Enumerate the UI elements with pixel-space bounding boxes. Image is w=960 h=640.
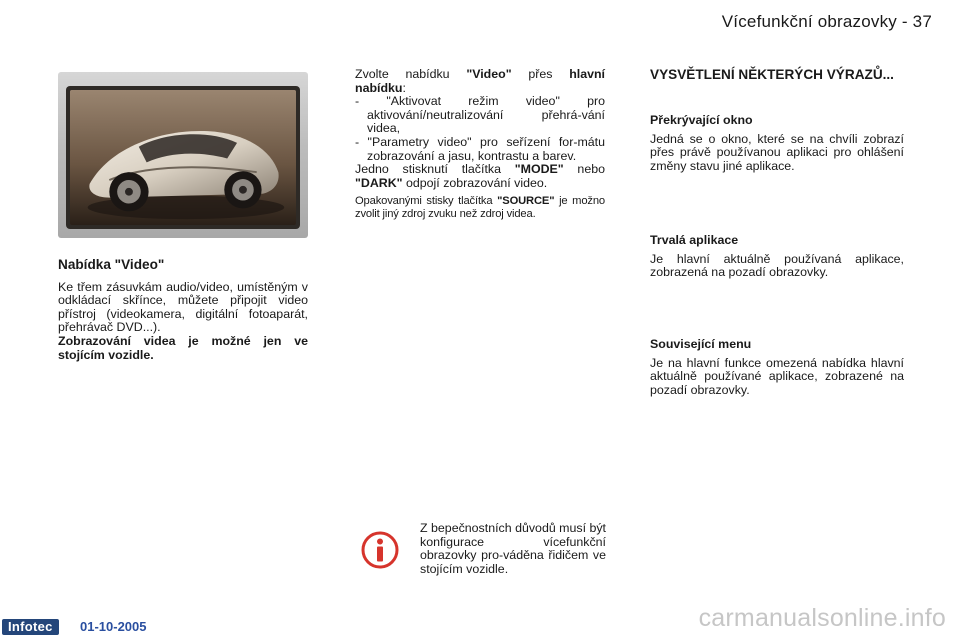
intro-text-2: přes — [511, 67, 570, 81]
info-icon — [360, 530, 400, 570]
press-text-2: nebo — [563, 162, 605, 177]
term-title: Trvalá aplikace — [650, 233, 739, 247]
term-title: Související menu — [650, 337, 752, 351]
glossary-section — [650, 68, 904, 428]
video-keyword: "Video" — [466, 67, 512, 81]
video-menu-section — [58, 258, 308, 362]
press-text: Jedno stisknutí tlačítka — [355, 162, 515, 177]
term-title: Překrývající okno — [650, 113, 753, 127]
bullet-activate-video: - "Aktivovat režim video" pro aktivování/neutralizování přehrá-vání videa, — [355, 94, 605, 136]
press-text-3: odpojí zobrazování video. — [402, 175, 548, 190]
term-related-menu — [650, 338, 904, 397]
intro-paragraph — [355, 68, 605, 95]
intro-colon: : — [402, 80, 406, 95]
term-text: Je na hlavní funkce omezená nabídka hlavní aktuálně používané aplikace, zobrazené na pozadí obrazovky. — [650, 355, 904, 397]
main-menu-keyword: hlavní nabídku — [355, 67, 605, 95]
screen-bezel — [66, 86, 300, 229]
watermark: carmanualsonline.info — [698, 604, 946, 632]
term-overlay-window — [650, 114, 904, 173]
concept-car-picture — [70, 90, 296, 225]
source-text: Opakovanými stisky tlačítka — [355, 195, 498, 208]
term-permanent-application — [650, 234, 904, 280]
intro-text: Zvolte nabídku — [355, 67, 467, 81]
term-text: Jedná se o okno, které se na chvíli zobrazí přes právě používanou aplikaci pro ohlášení změny stavu jiné aplikace. — [650, 131, 904, 173]
mode-keyword: "MODE" — [514, 162, 564, 177]
source-text-2: je možno zvolit jiný zdroj zvuku než zdroj videa. — [355, 195, 605, 220]
term-text: Je hlavní aktuálně používaná aplikace, zobrazená na pozadí obrazovky. — [650, 251, 904, 280]
warning-text: Z bepečnostních důvodů musí být konfigurace vícefunkční obrazovky pro-váděna řidičem ve stojícím vozidle. — [420, 521, 606, 576]
bullet-video-parameters: - "Parametry video" pro seřízení for-mátu zobrazování a jasu, kontrastu a barev. — [355, 134, 605, 163]
dark-keyword: "DARK" — [355, 175, 403, 190]
source-keyword: "SOURCE" — [497, 195, 555, 208]
multifunction-screen-image — [58, 72, 308, 238]
video-menu-body: Ke třem zásuvkám audio/video, umístěným v odkládací skřínce, můžete připojit video přístroj (videokamera, digitální fotoaparát, přehrávač DVD...). — [58, 279, 308, 335]
video-menu-heading: Nabídka "Video" — [58, 257, 165, 272]
glossary-title: VYSVĚTLENÍ NĚKTERÝCH VÝRAZŮ... — [650, 67, 894, 82]
mode-dark-paragraph — [355, 163, 605, 190]
safety-warning — [360, 522, 606, 592]
screen-display — [70, 90, 296, 225]
source-paragraph — [355, 195, 605, 220]
video-safety-note: Zobrazování videa je možné jen ve stojícím vozidle. — [58, 333, 308, 362]
page-header: Vícefunkční obrazovky - 37 — [721, 12, 932, 31]
infotec-logo: Infotec — [2, 619, 59, 635]
footer-date: 01-10-2005 — [80, 619, 147, 634]
video-instructions — [355, 68, 605, 221]
